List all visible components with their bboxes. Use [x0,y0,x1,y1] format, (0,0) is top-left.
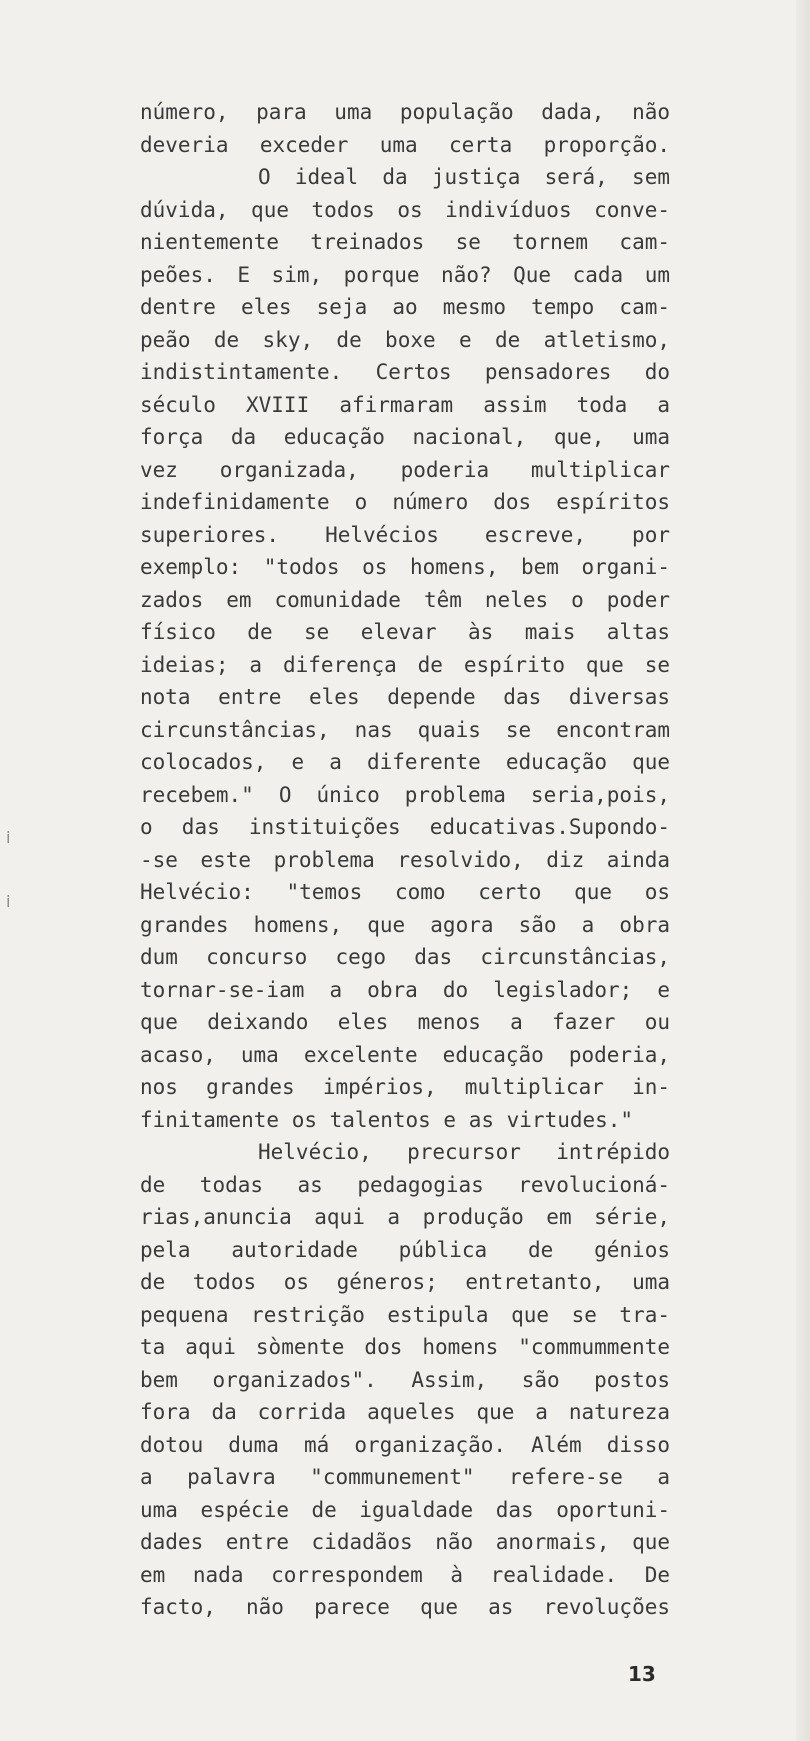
text-line: bem organizados". Assim, são postos [140,1367,670,1392]
text-line: nientemente treinados se tornem cam- [140,230,670,254]
text-line: exemplo: "todos os homens, bem organi- [140,555,670,579]
text-line: em nada correspondem à realidade. De [140,1562,670,1587]
text-line: rias,anuncia aqui a produção em série, [140,1205,670,1229]
text-line: acaso, uma excelente educação poderia, [140,1042,670,1067]
text-line: tornar-se-iam a obra do legislador; e [140,977,670,1002]
text-line: superiores. Helvécios escreve, por [140,522,670,547]
paragraph-start-line: Helvécio, precursor intrépido [258,1140,670,1164]
text-line: zados em comunidade têm neles o poder [140,587,670,612]
text-line: indistintamente. Certos pensadores do [140,360,670,384]
text-line: nos grandes impérios, multiplicar in- [140,1075,670,1099]
text-line: a palavra "communement" refere-se a [140,1465,670,1489]
text-line: peões. E sim, porque não? Que cada um [140,262,670,287]
text-line: indefinidamente o número dos espíritos [140,490,670,514]
page-edge [796,0,810,1741]
text-line: o das instituições educativas.Supondo- [140,815,670,839]
text-line: dum concurso cego das circunstâncias, [140,945,670,969]
margin-mark: ⅰ [6,828,11,847]
text-line: peão de sky, de boxe e de atletismo, [140,327,670,352]
text-line: nota entre eles depende das diversas [140,685,670,709]
text-line: número, para uma população dada, não [140,100,670,124]
page-number: 13 [628,1662,656,1686]
text-line: pequena restrição estipula que se tra- [140,1302,670,1327]
text-line: colocados, e a diferente educação que [140,750,670,774]
paragraph-start-line: O ideal da justiça será, sem [258,165,670,189]
text-line: -se este problema resolvido, diz ainda [140,847,670,872]
text-line: dúvida, que todos os indivíduos conve- [140,197,670,222]
text-line: dades entre cidadãos não anormais, que [140,1530,670,1554]
text-line: Helvécio: "temos como certo que os [140,880,670,904]
text-line: que deixando eles menos a fazer ou [140,1010,670,1034]
text-line: circunstâncias, nas quais se encontram [140,717,670,742]
text-line: fora da corrida aqueles que a natureza [140,1400,670,1424]
text-line: grandes homens, que agora são a obra [140,912,670,937]
text-line: século XVIII afirmaram assim toda a [140,392,670,417]
text-line: de todas as pedagogias revolucioná- [140,1172,670,1197]
text-line: força da educação nacional, que, uma [140,425,670,449]
text-line: dentre eles seja ao mesmo tempo cam- [140,295,670,319]
text-line: deveria exceder uma certa proporção. [140,132,670,157]
margin-mark: ⅰ [6,892,11,911]
text-line: vez organizada, poderia multiplicar [140,457,670,482]
body-text [140,96,670,1624]
text-line: dotou duma má organização. Além disso [140,1432,670,1457]
text-line: ta aqui sòmente dos homens "commummente [140,1335,670,1359]
text-line: facto, não parece que as revoluções [140,1595,670,1619]
text-line: pela autoridade pública de génios [140,1237,670,1262]
text-line: de todos os géneros; entretanto, uma [140,1270,670,1294]
text-line: físico de se elevar às mais altas [140,620,670,644]
text-line: uma espécie de igualdade das oportuni- [140,1497,670,1522]
text-line: recebem." O único problema seria,pois, [140,782,670,807]
text-line: ideias; a diferença de espírito que se [140,652,670,677]
paragraph-end-line: finitamente os talentos e as virtudes." [140,1107,634,1132]
